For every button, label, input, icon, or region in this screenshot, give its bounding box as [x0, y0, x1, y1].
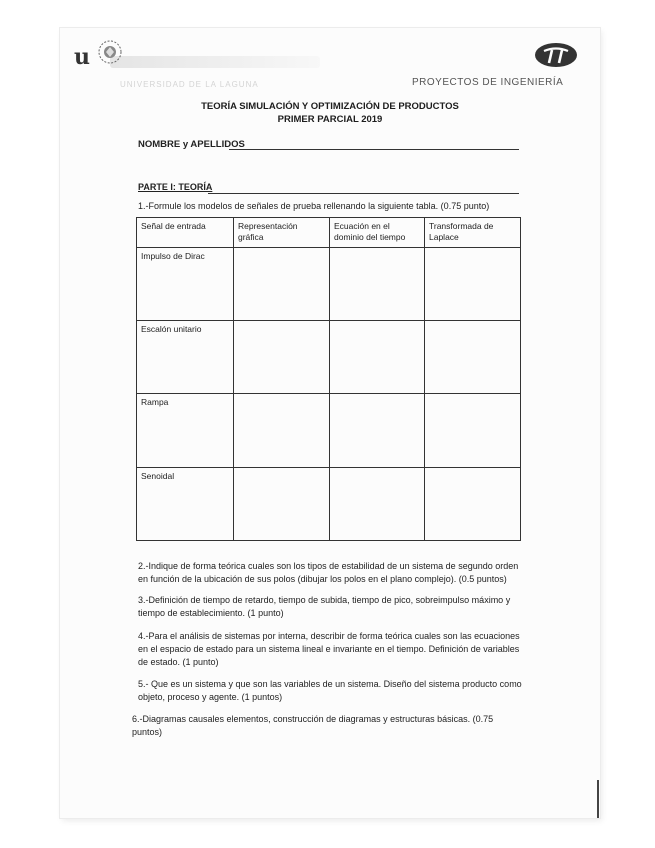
row-label: Escalón unitario — [137, 321, 234, 394]
row-label: Senoidal — [137, 467, 234, 540]
department-logo-icon — [534, 42, 578, 68]
answer-cell[interactable] — [234, 321, 330, 394]
row-label: Rampa — [137, 394, 234, 467]
page-edge — [597, 780, 599, 818]
table-row — [137, 247, 521, 320]
university-name: UNIVERSIDAD DE LA LAGUNA — [120, 80, 259, 89]
answer-cell[interactable] — [425, 467, 521, 540]
answer-cell[interactable] — [425, 321, 521, 394]
university-banner — [110, 56, 320, 68]
header-laplace: Transformada de Laplace — [425, 218, 521, 248]
answer-cell[interactable] — [425, 247, 521, 320]
header-time-equation: Ecuación en el dominio del tiempo — [330, 218, 425, 248]
name-label: NOMBRE y APELLIDOS — [138, 139, 245, 150]
department-name: PROYECTOS DE INGENIERÍA — [412, 77, 564, 88]
header-graphic: Representación gráfica — [234, 218, 330, 248]
university-logo: u — [74, 44, 89, 70]
answer-cell[interactable] — [425, 394, 521, 467]
answer-cell[interactable] — [234, 247, 330, 320]
answer-cell[interactable] — [330, 467, 425, 540]
table-header-row — [137, 218, 521, 248]
university-seal-icon — [96, 38, 124, 66]
question-2: 2.-Indique de forma teórica cuales son los tipos de estabilidad de un sistema de segundo orden en función de la ubicación de sus polos (dibujar los polos en el plano complejo). (0.5 puntos) — [138, 561, 519, 584]
name-field-line[interactable] — [229, 149, 519, 150]
answer-cell[interactable] — [330, 247, 425, 320]
answer-cell[interactable] — [234, 467, 330, 540]
exam-title: TEORÍA SIMULACIÓN Y OPTIMIZACIÓN DE PRODUCTOS — [201, 101, 459, 112]
exam-subtitle: PRIMER PARCIAL 2019 — [277, 114, 383, 125]
question-3: 3.-Definición de tiempo de retardo, tiempo de subida, tiempo de pico, sobreimpulso máximo y tiempo de establecimiento. (1 punto) — [138, 595, 511, 618]
row-label: Impulso de Dirac — [137, 247, 234, 320]
answer-cell[interactable] — [330, 394, 425, 467]
question-4: 4.-Para el análisis de sistemas por interna, describir de forma teórica cuales son las ecuaciones en el espacio de estado para un sistema lineal e invariante en el tiempo. Definición de variables de estado. (1 punto) — [138, 631, 520, 667]
question-6: 6.-Diagramas causales elementos, construcción de diagramas y estructuras básicas. (0.75 puntos) — [132, 714, 494, 737]
signals-table — [136, 217, 521, 541]
question-5: 5.- Que es un sistema y que son las variables de un sistema. Diseño del sistema producto como objeto, proceso y agente. (1 puntos) — [138, 679, 522, 702]
section-underline — [208, 193, 519, 194]
section-heading: PARTE I: TEORÍA — [138, 182, 213, 192]
question-1: 1.-Formule los modelos de señales de prueba rellenando la siguiente tabla. (0.75 punto) — [138, 201, 490, 211]
answer-cell[interactable] — [330, 321, 425, 394]
answer-cell[interactable] — [234, 394, 330, 467]
table-row — [137, 467, 521, 540]
table-row — [137, 394, 521, 467]
table-row — [137, 321, 521, 394]
header-signal: Señal de entrada — [137, 218, 234, 248]
